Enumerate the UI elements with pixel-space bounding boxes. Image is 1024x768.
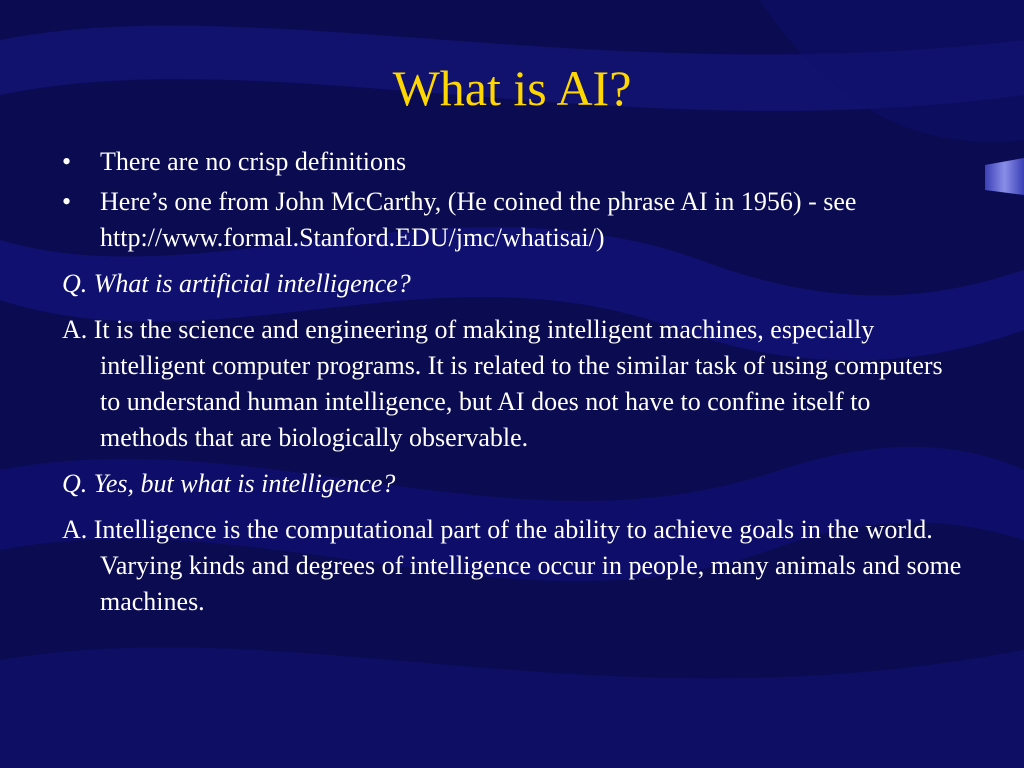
bullet-marker: • — [62, 147, 72, 176]
bullet-item — [62, 144, 962, 180]
answer-2: A. Intelligence is the computational part of the ability to achieve goals in the world. Varying kinds and degrees of intelligence occur in people, many animals and some machines. — [62, 515, 962, 616]
slide-title: What is AI? — [392, 60, 632, 116]
answer-1: A. It is the science and engineering of making intelligent machines, especially intelligent computer programs. It is related to the similar task of using computers to understand human intelligence, but AI does not have to confine itself to methods that are biologically observable. — [62, 315, 943, 452]
question-2: Q. Yes, but what is intelligence? — [62, 469, 396, 498]
bullet-marker: • — [62, 187, 72, 216]
slide-body — [62, 140, 962, 620]
bullet-text: There are no crisp definitions — [100, 147, 407, 176]
question-1: Q. What is artificial intelligence? — [62, 269, 411, 298]
bullet-text: Here’s one from John McCarthy, (He coined the phrase AI in 1956) - see http://www.formal.Stanford.EDU/jmc/whatisai/) — [100, 187, 857, 252]
bullet-item — [62, 184, 962, 256]
